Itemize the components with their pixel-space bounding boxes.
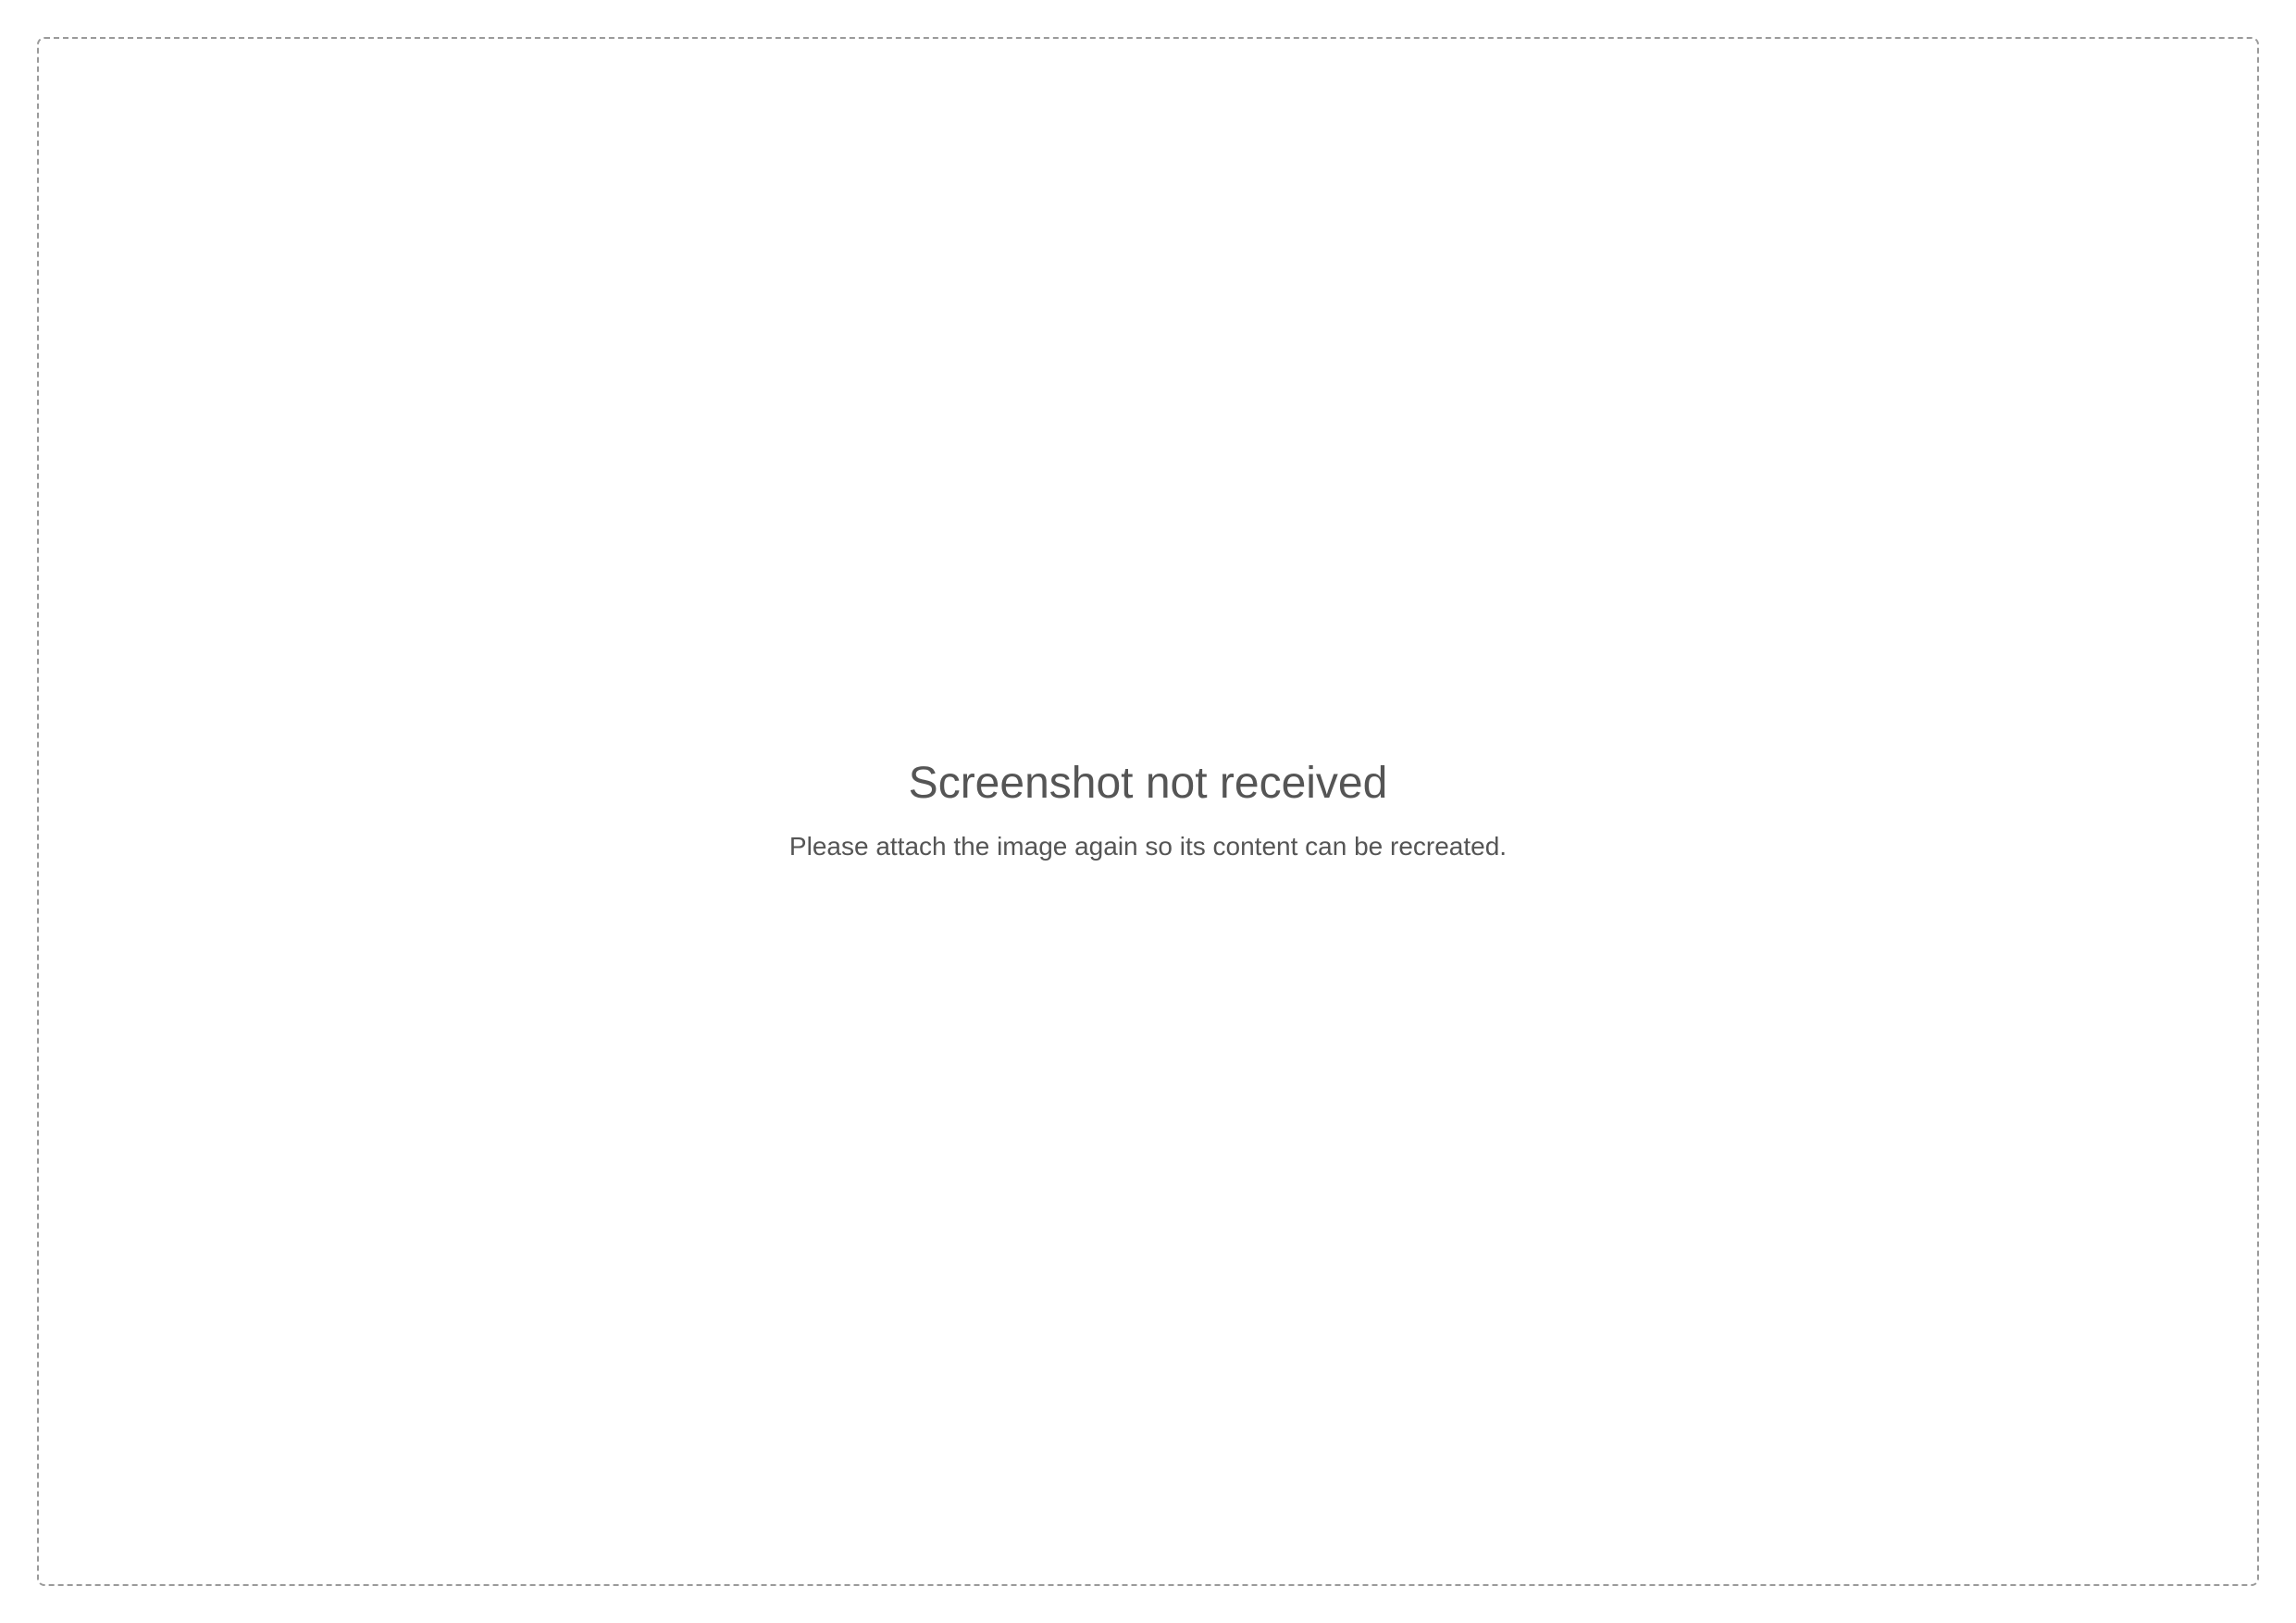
missing-image-placeholder	[37, 37, 2259, 1586]
placeholder-note: Please attach the image again so its content can be recreated.	[788, 831, 1508, 861]
placeholder-title: Screenshot not received	[908, 758, 1388, 808]
